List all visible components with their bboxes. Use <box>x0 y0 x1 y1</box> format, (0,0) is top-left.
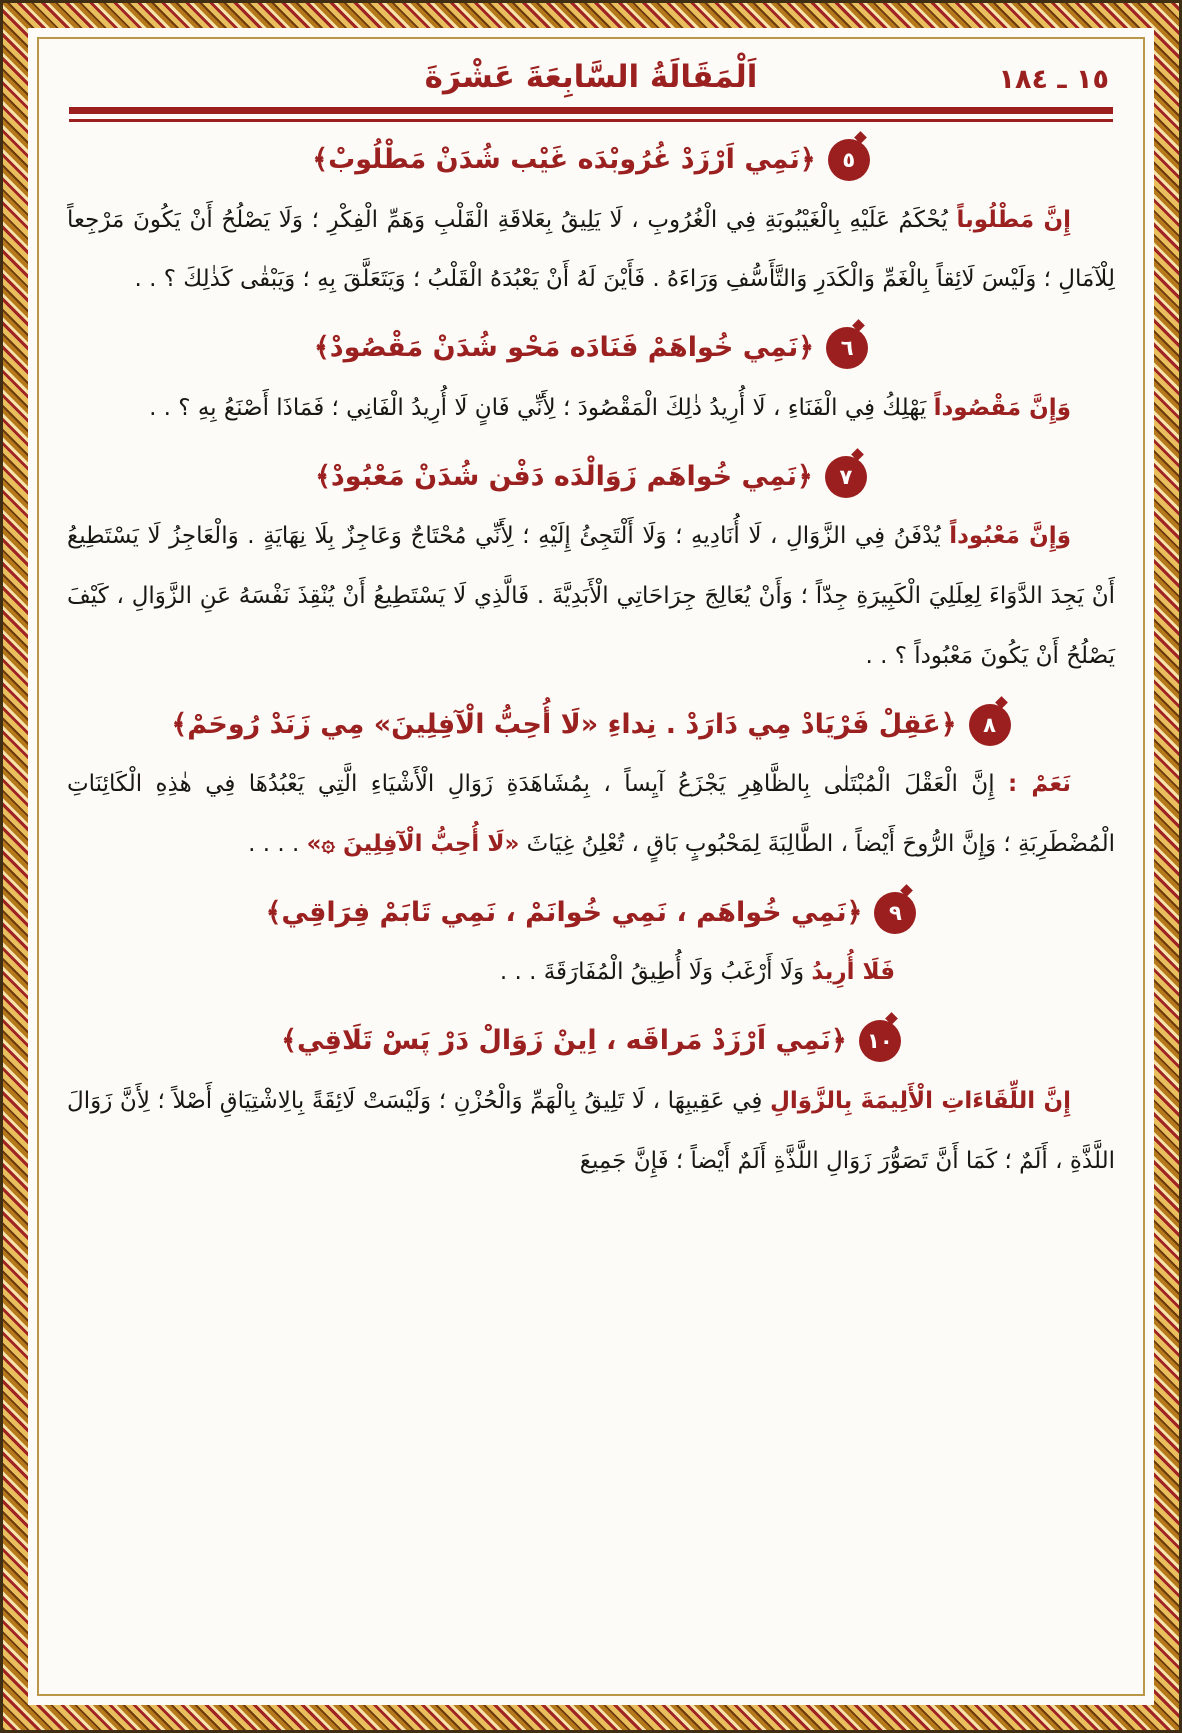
section-10-number-badge: ١٠ <box>859 1020 901 1062</box>
page-header <box>67 49 1115 97</box>
paragraph-lead: وَإِنَّ مَعْبُوداً <box>949 523 1071 550</box>
header-divider <box>69 107 1113 122</box>
section-7 <box>67 453 1115 687</box>
paragraph-body: وَلَا أَرْغَبُ وَلَا أُطِيقُ الْمُفَارَقَةَ . . . <box>499 959 812 986</box>
section-6-paragraph <box>67 379 1115 439</box>
document-sheet <box>37 37 1145 1696</box>
section-6-number-badge: ٦ <box>826 327 868 369</box>
section-6-heading: ﴿نَمِي خُواهَمْ فَنَادَه مَحْو شُدَنْ مَقْصُودْ﴾ <box>313 332 815 364</box>
section-6 <box>67 324 1115 438</box>
section-8-number-badge: ٨ <box>969 704 1011 746</box>
section-9-number-badge: ٩ <box>874 892 916 934</box>
section-9-heading-row <box>67 889 1115 938</box>
section-5-heading-row <box>67 136 1115 185</box>
paragraph-body: يَهْلِكُ فِي الْفَنَاءِ ، لَا أُرِيدُ ذٰلِكَ الْمَقْصُودَ ؛ لِأَنِّي فَانٍ لَا أُرِيدُ الْفَانِي ؛ فَمَاذَا أَصْنَعُ بِهِ ؟ . . <box>149 394 934 421</box>
section-5-paragraph <box>67 191 1115 311</box>
section-5-heading: ﴿نَمِي اَرْزَدْ غُرُوبْدَه غَيْب شُدَنْ مَطْلُوبْ﴾ <box>312 144 816 175</box>
paragraph-quote: «لَا أُحِبُّ الْآفِلِينَ ۞» <box>306 830 520 857</box>
paragraph-lead: وَإِنَّ مَقْصُوداً <box>933 394 1071 421</box>
section-10-heading-row <box>67 1017 1115 1066</box>
paragraph-ellipsis: . . . . <box>248 830 307 857</box>
page-title: اَلْمَقَالَةُ السَّابِعَةَ عَشْرَةَ <box>424 59 758 95</box>
section-6-heading-row <box>67 324 1115 373</box>
section-8-paragraph <box>67 755 1115 875</box>
paragraph-lead: نَعَمْ : <box>1008 771 1071 798</box>
section-9-paragraph <box>67 943 1115 1003</box>
section-7-paragraph <box>67 507 1115 686</box>
section-9 <box>67 889 1115 1003</box>
paragraph-lead: إِنَّ اللِّقَاءَاتِ الْأَلِيمَةَ بِالزَّوَالِ <box>769 1087 1071 1114</box>
section-7-heading: ﴿نَمِي خُواهَم زَوَالْدَه دَفْن شُدَنْ مَعْبُودْ﴾ <box>315 460 813 492</box>
section-7-heading-row <box>67 453 1115 502</box>
section-8-heading: ﴿عَقِلْ فَرْيَادْ مِي دَارَدْ . نِداءِ «لَا أُحِبُّ الْآفِلِينَ» مِي زَنَدْ رُوحَمْ﴾ <box>171 708 957 740</box>
section-10 <box>67 1017 1115 1191</box>
section-8-heading-row <box>67 701 1115 750</box>
section-8 <box>67 701 1115 875</box>
paragraph-lead: فَلَا أُرِيدُ <box>811 959 895 986</box>
paragraph-lead: إِنَّ مَطْلُوباً <box>956 206 1071 233</box>
section-9-heading: ﴿نَمِي خُواهَم ، نَمِي خُوانَمْ ، نَمِي تَابَمْ فِرَاقِي﴾ <box>265 896 863 928</box>
paragraph-body: إِنَّ الْعَقْلَ الْمُبْتَلٰى بِالظَّاهِرِ يَجْزَعُ آيِساً ، بِمُشَاهَدَةِ زَوَالِ الْأَشْيَاءِ الَّتِي يَعْبُدُهَا فِي هٰذِهِ الْكَائِنَاتِ الْمُضْطَرِبَةِ ؛ وَإِنَّ الرُّوحَ أَيْضاً ، الطَّالِبَةَ لِمَحْبُوبٍ بَاقٍ ، تُعْلِنُ غِيَاثَ <box>67 771 1115 857</box>
page-number: ١٥ ـ ١٨٤ <box>998 64 1109 95</box>
section-5 <box>67 136 1115 310</box>
section-10-heading: ﴿نَمِي اَرْزَدْ مَراقَه ، اِينْ زَوَالْ دَرْ پَسْ تَلَاقِي﴾ <box>281 1025 847 1057</box>
paragraph-body: يُدْفَنُ فِي الزَّوَالِ ، لَا أُنَادِيهِ ؛ وَلَا أَلْتَجِئُ إِلَيْهِ ؛ لِأَنِّي مُحْتَاجٌ وَعَاجِزٌ بِلَا نِهَايَةٍ . وَالْعَاجِزُ لَا يَسْتَطِيعُ أَنْ يَجِدَ الدَّوَاءَ لِعِلَلِيَ الْكَبِيرَةِ جِدّاً ؛ وَأَنْ يُعَالِجَ جِرَاحَاتِي الْأَبَدِيَّةَ . فَالَّذِي لَا يَسْتَطِيعُ أَنْ يُنْقِذَ نَفْسَهُ عَنِ الزَّوَالِ ، كَيْفَ يَصْلُحُ أَنْ يَكُونَ مَعْبُوداً ؟ . . <box>67 523 1115 669</box>
paragraph-body: يُحْكَمُ عَلَيْهِ بِالْغَيْبُوبَةِ فِي الْغُرُوبِ ، لَا يَلِيقُ بِعَلاقَةِ الْقَلْبِ وَهَمِّ الْفِكْرِ ؛ وَلَا يَصْلُحُ أَنْ يَكُونَ مَرْجِعاً لِلْآمَالِ ؛ وَلَيْسَ لَائِقاً بِالْغَمِّ وَالْكَدَرِ وَالتَّأَسُّفِ وَرَاءَهُ . فَأَيْنَ لَهُ أَنْ يَعْبُدَهُ الْقَلْبُ ؛ وَيَتَعَلَّقَ بِهِ ؛ وَيَبْقٰى كَذٰلِكَ ؟ . . <box>67 206 1115 293</box>
section-5-number-badge: ٥ <box>828 139 870 181</box>
section-7-number-badge: ٧ <box>825 456 867 498</box>
section-10-paragraph <box>67 1072 1115 1192</box>
paragraph-body: فِي عَقِيبِهَا ، لَا تَلِيقُ بِالْهَمِّ وَالْحُزْنِ ؛ وَلَيْسَتْ لَائِقَةً بِالِاشْتِيَاقِ أَصْلاً ؛ لِأَنَّ زَوَالَ اللَّذَّةِ ، أَلَمٌ ؛ كَمَا أَنَّ تَصَوُّرَ زَوَالِ اللَّذَّةِ أَلَمٌ أَيْضاً ؛ فَإِنَّ جَمِيعَ <box>67 1087 1115 1174</box>
